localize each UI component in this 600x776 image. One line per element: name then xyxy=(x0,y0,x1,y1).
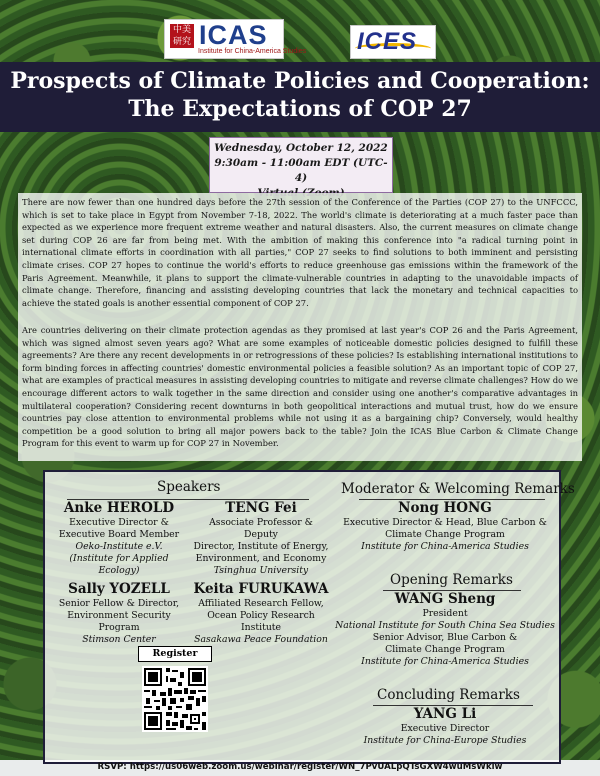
speaker-teng xyxy=(191,500,331,577)
speaker-title: Affiliated Research Fellow, xyxy=(198,598,324,609)
speaker-title: Executive Director & Head, Blue Carbon & xyxy=(343,517,547,528)
speaker-org: Stimson Center xyxy=(82,634,156,645)
speaker-org: Institute for China-America Studies xyxy=(361,656,529,667)
opening-wang xyxy=(335,591,555,668)
speaker-name: Keita FURUKAWA xyxy=(193,581,329,597)
icas-logo xyxy=(164,19,307,59)
icas-wordmark: ICAS xyxy=(199,20,268,50)
icas-subtitle: Institute for China-America Studies xyxy=(198,48,307,55)
title-line-1: Prospects of Climate Policies and Cooperation: xyxy=(10,68,590,94)
speaker-title: Executive Director xyxy=(400,723,490,734)
speaker-title: Environment Security Program xyxy=(67,610,171,633)
speaker-title: Executive Director & xyxy=(69,517,169,528)
concluding-heading: Concluding Remarks xyxy=(377,687,520,703)
speaker-name: Sally YOZELL xyxy=(68,581,170,597)
description-panel xyxy=(18,193,582,461)
opening-heading: Opening Remarks xyxy=(390,572,513,588)
ices-logo xyxy=(350,25,436,59)
paragraph-1: There are now fewer than one hundred days before the 27th session of the Conference of the Parties (COP 27) to the UNFCCC, which is set to take place in Egypt from November 7-18, 2022. The world's climate is deteriorating at a much faster pace than expected as we experience more frequent extreme weather and natural disasters. Also, the current measures on climate change set during COP 26 are far from being met. With the ambition of making this conference into "a radical turning point in international climate efforts in coordination with all parties," COP 27 seeks to find solutions to both imminent and persisting climate crises. COP 27 hopes to continue the world's efforts to reduce greenhouse gas emissions within the framework of the Paris Agreement. Meanwhile, it plans to support the climate-vulnerable countries in adapting to the unavoidable impacts of climate change. Therefore, financing and assisting developing countries that lack the monetary and technical capacities to achieve the stated goals is another essential component of COP 27. xyxy=(22,197,578,308)
concluding-yang xyxy=(335,706,555,747)
speaker-org: (Institute for Applied Ecology) xyxy=(69,553,169,576)
title-line-2: The Expectations of COP 27 xyxy=(128,96,472,122)
speaker-title: Executive Board Member xyxy=(58,529,180,540)
speaker-herold xyxy=(49,500,189,577)
event-details-box xyxy=(209,137,393,193)
speaker-title: Senior Advisor, Blue Carbon & xyxy=(372,632,518,643)
title-band xyxy=(0,62,600,132)
paragraph-2: Are countries delivering on their climate protection agendas as they promised at last year's COP 26 and the Paris Agreement, which was signed almost seven years ago? What are some examples of noticeable domestic policies designed to fulfill these agreements? Are there any recent developments in or retrogressions of these policies? Is establishing international institutions to form binding forces in affecting countries' domestic environmental policies a feasible solution? As an important topic of COP 27, what are examples of practical measures in assisting developing countries to mitigate and reverse climate challenges? How do we encourage different actors to walk together in the same direction and consider using one another's comparative advantages in multilateral cooperation? Considering recent downturns in both geopolitical interactions and mutual trust, how do we ensure countries pay close attention to environmental problems while not using it as a bargaining chip? Conversely, would healthy competition be a good solution to bring all major powers back to the table? Join the ICAS Blue Carbon & Climate Change Program for this event to warm up for COP 27 in November. xyxy=(22,325,578,449)
speaker-org: Sasakawa Peace Foundation xyxy=(194,634,328,645)
qr-code-icon[interactable] xyxy=(142,666,208,732)
speaker-title: Climate Change Program xyxy=(385,529,505,540)
event-time: 9:30am - 11:00am EDT (UTC-4) xyxy=(214,157,388,184)
speakers-heading: Speakers xyxy=(157,479,221,495)
speaker-title: Associate Professor & Deputy xyxy=(209,517,313,540)
moderator-heading: Moderator & Welcoming Remarks xyxy=(341,481,575,497)
speaker-name: YANG Li xyxy=(413,706,477,722)
speaker-org: Institute for China-America Studies xyxy=(361,541,529,552)
speaker-org: National Institute for South China Sea Studies xyxy=(335,620,555,631)
moderator-nong xyxy=(335,500,555,553)
speaker-title: Senior Fellow & Director, xyxy=(58,598,180,609)
speaker-name: Anke HEROLD xyxy=(63,500,175,516)
speaker-org: Institute for China-Europe Studies xyxy=(363,735,527,746)
event-date: Wednesday, October 12, 2022 xyxy=(214,142,388,154)
register-button[interactable]: Register xyxy=(138,646,212,662)
speakers-panel xyxy=(43,470,575,764)
speaker-title: Environment, and Economy xyxy=(195,553,327,564)
speaker-furukawa xyxy=(191,581,331,646)
speaker-title: Climate Change Program xyxy=(385,644,505,655)
speaker-title: Ocean Policy Research Institute xyxy=(207,610,315,633)
speaker-name: TENG Fei xyxy=(225,500,297,516)
speaker-org: Oeko-Institute e.V. xyxy=(75,541,163,552)
ices-wordmark: ICES xyxy=(357,28,418,55)
icas-seal-icon: 中美研究所 xyxy=(170,24,194,48)
speaker-org: Tsinghua University xyxy=(213,565,309,576)
rsvp-link[interactable]: RSVP: https://us06web.zoom.us/webinar/register/WN_7PvUALpQTsGXW4wuMsWkiw xyxy=(97,762,503,772)
speaker-yozell xyxy=(49,581,189,646)
speaker-title: President xyxy=(422,608,468,619)
speaker-name: Nong HONG xyxy=(398,500,492,516)
speaker-title: Director, Institute of Energy, xyxy=(193,541,329,552)
speaker-name: WANG Sheng xyxy=(394,591,496,607)
